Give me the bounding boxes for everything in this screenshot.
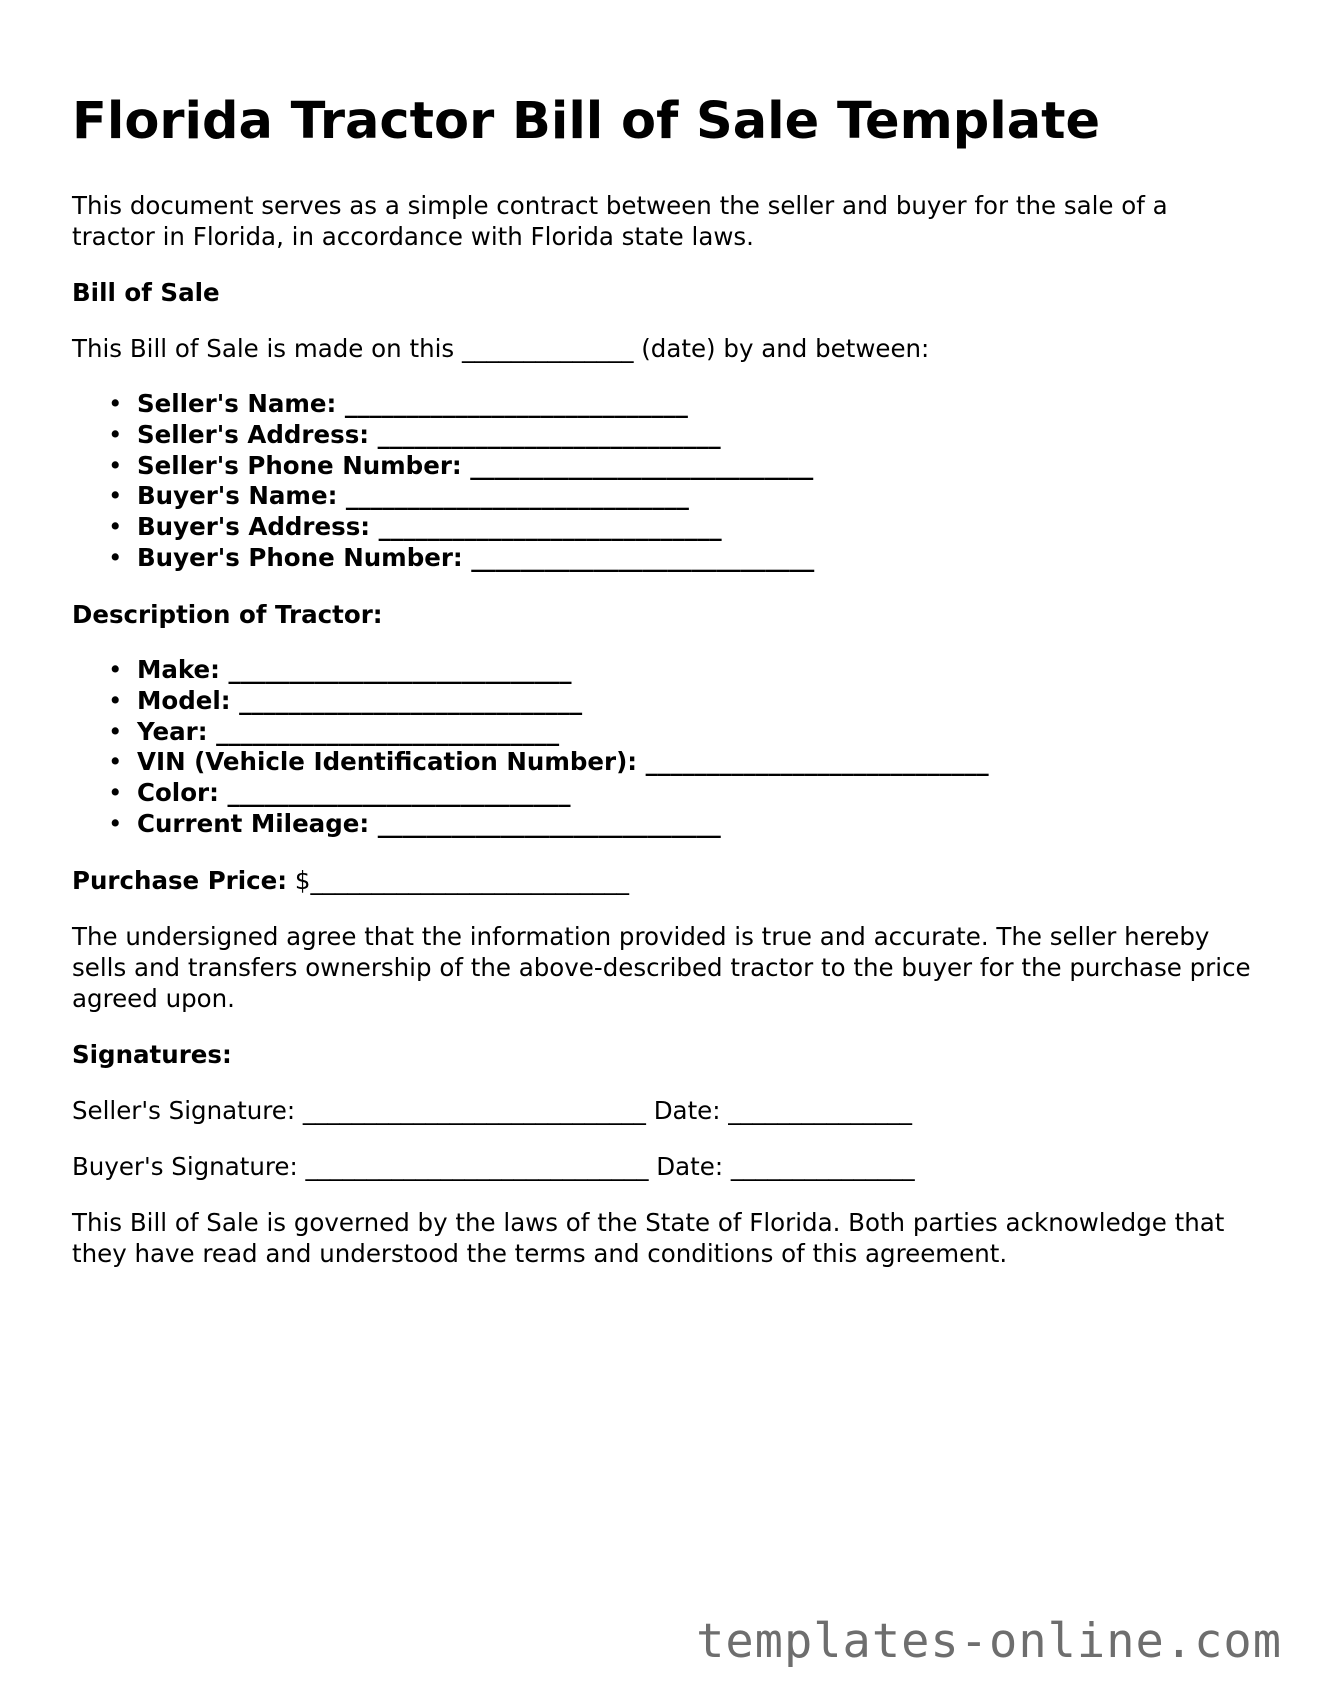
bullet-icon: •: [108, 389, 123, 418]
bullet-icon: •: [108, 481, 123, 511]
bullet-icon: •: [108, 512, 123, 542]
list-item: [72, 420, 814, 451]
field-label: Seller's Name:: [137, 389, 337, 418]
list-item: [72, 655, 989, 686]
list-item: [72, 809, 989, 840]
field-blank[interactable]: ____________________________: [344, 389, 688, 418]
seller-signature-line[interactable]: Seller's Signature: ____________________________ Date: _______________: [72, 1096, 913, 1125]
tractor-list: [72, 655, 989, 840]
description-heading: Description of Tractor:: [72, 600, 383, 629]
made-on-line: This Bill of Sale is made on this ______________ (date) by and between:: [72, 334, 930, 363]
watermark-text: templates-online.com: [696, 1614, 1282, 1669]
field-label: Color:: [137, 778, 219, 808]
list-item: [72, 747, 989, 778]
field-label: Seller's Phone Number:: [137, 450, 462, 480]
field-label: VIN (Vehicle Identification Number):: [137, 747, 638, 777]
bullet-icon: •: [108, 419, 123, 449]
purchase-price-label: Purchase Price:: [72, 866, 288, 895]
bullet-icon: •: [108, 655, 123, 684]
bullet-icon: •: [108, 685, 123, 715]
field-blank[interactable]: ____________________________: [471, 542, 815, 572]
purchase-price-blank[interactable]: $__________________________: [294, 866, 629, 895]
field-label: Current Mileage:: [137, 808, 370, 838]
field-label: Model:: [137, 685, 231, 715]
field-blank[interactable]: ____________________________: [345, 481, 689, 511]
field-label: Seller's Address:: [137, 419, 370, 449]
field-blank[interactable]: ____________________________: [470, 450, 814, 480]
field-label: Buyer's Name:: [137, 481, 338, 511]
bullet-icon: •: [108, 716, 123, 746]
bullet-icon: •: [108, 450, 123, 480]
intro-paragraph: This document serves as a simple contract between the seller and buyer for the sale of a tractor in Florida, in accordance with Florida state laws.: [72, 191, 1168, 251]
agreement-paragraph: The undersigned agree that the information provided is true and accurate. The seller hereby sells and transfers ownership of the above-described tractor to the buyer for the purchase price agreed upon.: [72, 922, 1251, 1013]
field-label: Buyer's Address:: [137, 512, 371, 542]
list-item: [72, 778, 989, 809]
list-item: [72, 543, 814, 574]
signatures-heading: Signatures:: [72, 1040, 232, 1069]
parties-list: [72, 389, 814, 574]
field-label: Year:: [137, 716, 208, 746]
list-item: [72, 717, 989, 748]
list-item: [72, 389, 814, 420]
purchase-price-line: [72, 865, 629, 896]
closing-paragraph: This Bill of Sale is governed by the laws of the State of Florida. Both parties acknowledge that they have read and understood the terms and conditions of this agreement.: [72, 1208, 1225, 1268]
field-blank[interactable]: ____________________________: [645, 747, 989, 777]
field-blank[interactable]: ____________________________: [227, 778, 571, 808]
field-blank[interactable]: ____________________________: [377, 808, 721, 838]
bullet-icon: •: [108, 778, 123, 808]
list-item: [72, 512, 814, 543]
bullet-icon: •: [108, 808, 123, 838]
field-label: Buyer's Phone Number:: [137, 542, 463, 572]
bullet-icon: •: [108, 542, 123, 572]
field-blank[interactable]: ____________________________: [377, 419, 721, 449]
document-title: Florida Tractor Bill of Sale Template: [72, 92, 1101, 151]
field-label: Make:: [137, 655, 220, 684]
field-blank[interactable]: ____________________________: [239, 685, 583, 715]
field-blank[interactable]: ____________________________: [216, 716, 560, 746]
field-blank[interactable]: ____________________________: [378, 512, 722, 542]
list-item: [72, 481, 814, 512]
buyer-signature-line[interactable]: Buyer's Signature: ____________________________ Date: _______________: [72, 1152, 915, 1181]
bullet-icon: •: [108, 747, 123, 777]
field-blank[interactable]: ____________________________: [228, 655, 572, 684]
list-item: [72, 686, 989, 717]
list-item: [72, 451, 814, 482]
bill-of-sale-heading: Bill of Sale: [72, 278, 220, 307]
